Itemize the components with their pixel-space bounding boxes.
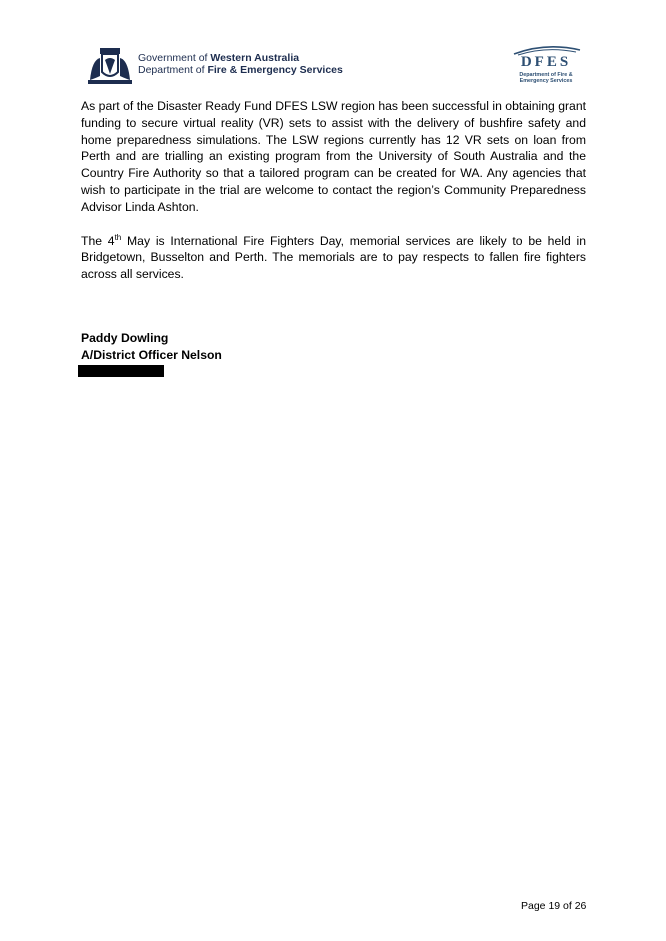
redaction-bar [78,365,164,377]
dfes-logo-subtitle: Department of Fire & Emergency Services [519,72,573,84]
government-title: Government of Western Australia Department of Fire & Emergency Services [138,52,343,76]
page-number: Page 19 of 26 [521,900,587,912]
signatory-name: Paddy Dowling [81,331,169,345]
page-header [0,0,666,100]
wa-coat-of-arms-icon [86,46,134,86]
dfes-logo-word: DFES [520,54,572,70]
document-body [81,98,586,283]
signatory-title: A/District Officer Nelson [81,347,222,362]
paragraph-fire-fighters-day: The 4th May is International Fire Fighters Day, memorial services are likely to be held in Bridgetown, Busselton and Perth. The memorials are to pay respects to fallen fire fighters across all services. [81,232,586,282]
dfes-logo [508,44,584,88]
signature-block [81,330,222,364]
paragraph-vr-funding: As part of the Disaster Ready Fund DFES LSW region has been successful in obtaining grant funding to secure virtual reality (VR) sets to assist with the delivery of bushfire safety and home preparedness simulations. The LSW regions currently has 12 VR sets on loan from Perth and are trialling an existing program from the University of South Australia and the Country Fire Authority so that a tailored program can be created for WA. Any agencies that wish to participate in the trial are welcome to contact the region’s Community Preparedness Advisor Linda Ashton. [81,99,586,214]
